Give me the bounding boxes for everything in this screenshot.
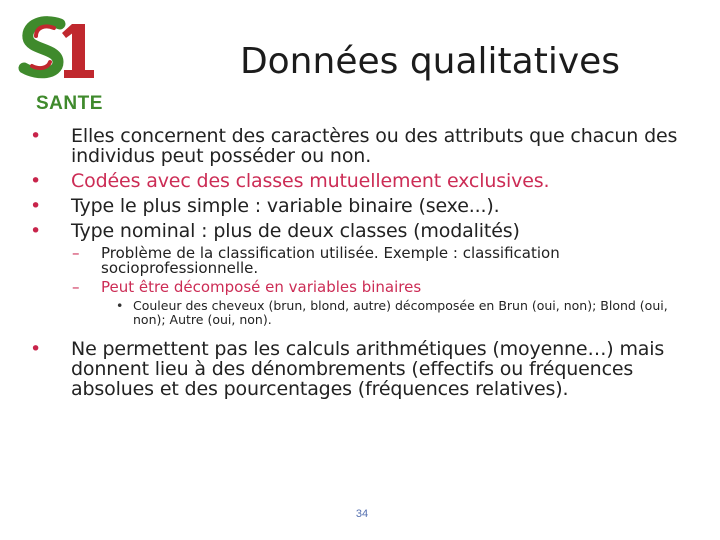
bullet-item	[30, 339, 690, 399]
page-title: Données qualitatives	[239, 41, 621, 82]
bullet-icon: •	[116, 298, 124, 313]
sub-sub-bullet-item	[30, 299, 690, 327]
sub-bullet-text: Peut être décomposé en variables binaires	[101, 278, 422, 296]
logo-text: SANTE	[36, 93, 103, 114]
bullet-icon: •	[30, 220, 42, 242]
bullet-text: Type le plus simple : variable binaire (sexe...).	[71, 195, 500, 217]
bullet-item	[30, 171, 690, 191]
bullet-icon: •	[30, 170, 42, 192]
bullet-text: Type nominal : plus de deux classes (modalités)	[71, 220, 520, 242]
bullet-text: Codées avec des classes mutuellement exclusives.	[71, 170, 550, 192]
s1-sante-logo	[14, 14, 102, 114]
sub-bullet-item	[30, 246, 690, 276]
bullet-item	[30, 126, 690, 166]
dash-icon: –	[72, 244, 80, 262]
sub-bullet-text: Problème de la classification utilisée. Exemple : classification socioprofessionnelle.	[101, 244, 560, 277]
bullet-text: Ne permettent pas les calculs arithmétiques (moyenne…) mais donnent lieu à des dénombrements (effectifs ou fréquences absolues et des pourcentages (fréquences relatives).	[71, 338, 665, 400]
bullet-icon: •	[30, 338, 42, 360]
sub-bullet-item	[30, 280, 690, 295]
sub-sub-bullet-text: Couleur des cheveux (brun, blond, autre) décomposée en Brun (oui, non); Blond (oui, non); Autre (oui, non).	[133, 298, 668, 327]
page-number: 34	[355, 508, 369, 520]
slide-content	[30, 126, 690, 404]
bullet-item	[30, 196, 690, 216]
s1-logo-icon	[14, 14, 102, 88]
bullet-icon: •	[30, 125, 42, 147]
bullet-icon: •	[30, 195, 42, 217]
dash-icon: –	[72, 278, 80, 296]
bullet-item	[30, 221, 690, 241]
bullet-text: Elles concernent des caractères ou des attributs que chacun des individus peut posséder ou non.	[71, 125, 678, 167]
